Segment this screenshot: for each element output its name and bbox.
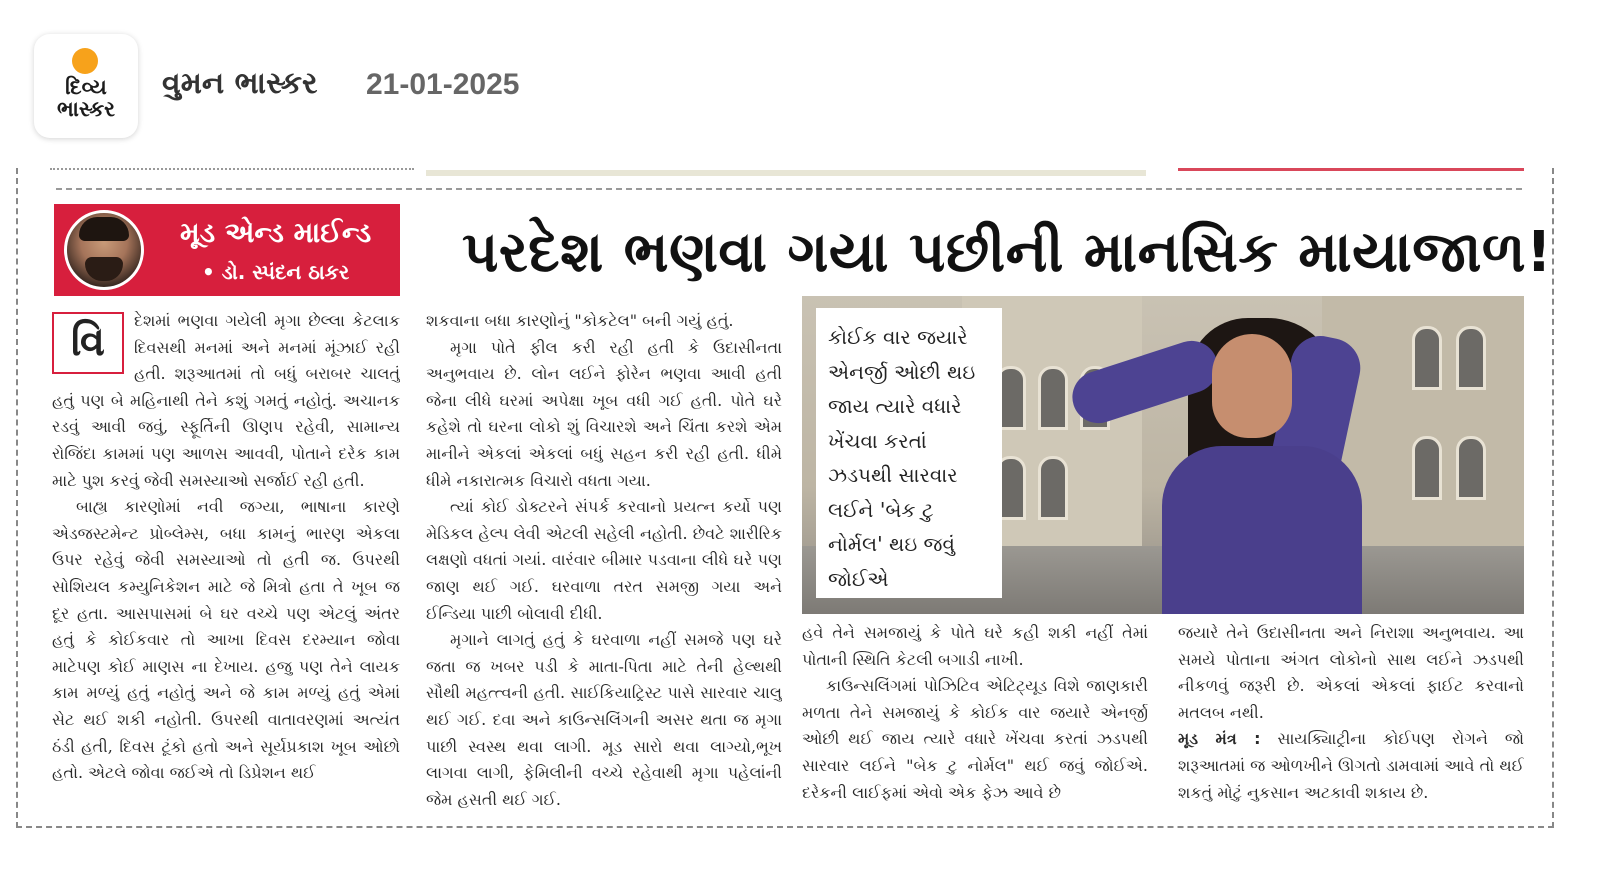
- top-divider-right: [1178, 168, 1524, 171]
- paragraph: મૃગા પોતે ફીલ કરી રહી હતી કે ઉદાસીનતા અનુભવાય છે. લોન લઈને ફોરેન ભણવા આવી હતી જેના લીધે ઘરમાં અપેક્ષા ખૂબ વધી ગઈ હતી. પોતે ઘરે કહેશે તો ઘરના લોકો શું વિચારશે અને ચિંતા કરશે એમ માનીને એકલાં એકલાં બધું સહન કરી રહી હતી. ધીમે ધીમે નકારાત્મક વિચારો વધતા ગયા.: [426, 337, 782, 490]
- article-headline: પરદેશ ભણવા ગયા પછીની માનસિક માયાજાળ!: [462, 220, 1553, 285]
- window: [1412, 326, 1442, 390]
- paragraph: હવે તેને સમજાયું કે પોતે ઘરે કહી શકી નહીં તેમાં પોતાની સ્થિતિ કેટલી બગાડી નાખી.: [802, 623, 1148, 669]
- window: [1038, 456, 1068, 520]
- divya-bhaskar-logo[interactable]: [34, 34, 138, 138]
- sun-icon: [72, 48, 98, 74]
- pull-quote: કોઈક વાર જયારે એનર્જી ઓછી થઇ જાય ત્યારે વધારે ખેંચવા કરતાં ઝડપથી સારવાર લઈને 'બેક ટુ નોર્મલ' થઇ જવું જોઈએ: [816, 308, 1002, 598]
- paragraph: શકવાના બધા કારણોનું "કોકટેલ" બની ગયું હતું.: [426, 311, 734, 330]
- top-dashed-rule: [56, 188, 1522, 190]
- article-column-2: [426, 308, 782, 828]
- author-beard: [85, 257, 123, 281]
- column-author: • ડો. સ્પંદન ઠાકર: [202, 260, 350, 284]
- mantra-text: સાયક્યિાટ્રીના કોઈપણ રોગને જો શરૂઆતમાં જ ઓળખીને ઊગતો ડામવામાં આવે તો થઈ શકતું મોટું નુકસાન અટકાવી શકાય છે.: [1178, 729, 1524, 802]
- article-column-4: [1178, 620, 1524, 820]
- window: [1456, 326, 1486, 390]
- window: [1456, 436, 1486, 500]
- woman-dress: [1162, 446, 1362, 614]
- edition-date: 21-01-2025: [366, 68, 520, 101]
- paragraph: બાહ્ય કારણોમાં નવી જગ્યા, ભાષાના કારણે એડજસ્ટમેન્ટ પ્રોબ્લેમ્સ, બધા કામનું ભારણ એકલા ઉપર રહેવું જેવી સમસ્યાઓ તો હતી જ. ઉપરથી સોશિયલ કમ્યુનિકેશન માટે જે મિત્રો હતા તે ખૂબ જ દૂર હતા. આસપાસમાં બે ઘર વચ્ચે પણ એટલું અંતર હતું કે કોઈકવાર તો આખા દિવસ દરમ્યાન જોવા માટેપણ કોઈ માણસ ના દેખાય. હજુ પણ તેને લાયક કામ મળ્યું હતું નહોતું અને જે કામ મળ્યું હતું એમાં સેટ થઈ શકી નહોતી. ઉપરથી વાતાવરણમાં અત્યંત ઠંડી હતી, દિવસ ટૂંકો હતો અને સૂર્યપ્રકાશ ખૂબ ઓછો હતો. એટલે જોવા જઈએ તો ડિપ્રેશન થઈ: [52, 497, 400, 783]
- top-divider-center: [426, 170, 1146, 176]
- woman-face: [1212, 334, 1292, 438]
- author-hair: [79, 217, 129, 241]
- paragraph: દેશમાં ભણવા ગયેલી મૃગા છેલ્લા કેટલાક દિવસથી મનમાં અને મનમાં મૂંઝાઈ રહી હતી. શરૂઆતમાં તો બધું બરાબર ચાલતું હતું પણ બે મહિનાથી તેને કશું ગમતું નહોતું. અચાનક રડવું આવી જવું, સ્ફૂર્તિની ઊણપ રહેવી, સામાન્ય રોજિંદા કામમાં પણ આળસ આવવી, પોતાને દરેક કામ માટે પુશ કરવું જેવી સમસ્યાઓ સર્જાઈ રહી હતી.: [52, 311, 400, 490]
- paragraph: મૃગાને લાગતું હતું કે ઘરવાળા નહીં સમજે પણ ઘરે જતા જ ખબર પડી કે માતા-પિતા માટે તેની હેલ્થથી સૌથી મહત્ત્વની હતી. સાઈકિયાટ્રિસ્ટ પાસે સારવાર ચાલુ થઈ ગઈ. દવા અને કાઉન્સલિંગની અસર થતા જ મૃગા પાછી સ્વસ્થ થવા લાગી. મૂડ સારો થવા લાગ્યો,ભૂખ લાગવા લાગી, ફેમિલીની વચ્ચે રહેવાથી મૃગા પહેલાંની જેમ હસતી થઈ ગઈ.: [426, 630, 782, 809]
- drop-cap: વિ: [52, 312, 124, 374]
- newspaper-clipping: [16, 168, 1554, 828]
- section-title: વુમન ભાસ્કર: [162, 66, 318, 101]
- app-header: [0, 0, 1600, 140]
- article-column-1: [52, 308, 400, 828]
- article-column-3: [802, 620, 1148, 820]
- window: [1038, 366, 1068, 430]
- logo-text-line1: દિવ્ય: [65, 75, 107, 99]
- article-photo: [802, 296, 1524, 614]
- column-banner: [54, 204, 400, 296]
- top-divider-left: [50, 168, 414, 174]
- mantra-label: મૂડ મંત્ર :: [1178, 729, 1261, 749]
- paragraph: જયારે તેને ઉદાસીનતા અને નિરાશા અનુભવાય. આ સમયે પોતાના અંગત લોકોનો સાથ લઈને ઝડપથી નીકળવું જરૂરી છે. એકલાં એકલાં ફાઈટ કરવાનો મતલબ નથી.: [1178, 623, 1524, 722]
- column-name: મૂડ એન્ડ માઈન્ડ: [180, 216, 372, 249]
- author-photo: [64, 210, 144, 290]
- mantra-paragraph: [1178, 726, 1524, 806]
- paragraph: ત્યાં કોઈ ડોક્ટરને સંપર્ક કરવાનો પ્રયત્ન કર્યો પણ મેડિકલ હેલ્પ લેવી એટલી સહેલી નહોતી. છેવટે શારીરિક લક્ષણો વધતાં ગયાં. વારંવાર બીમાર પડવાના લીધે ઘરે પણ જાણ થઈ ગઈ. ઘરવાળા તરત સમજી ગયા અને ઈન્ડિયા પાછી બોલાવી દીધી.: [426, 497, 782, 623]
- window: [1412, 436, 1442, 500]
- logo-text-line2: ભાસ્કર: [56, 97, 116, 121]
- paragraph: કાઉન્સલિંગમાં પોઝિટિવ એટિટ્યૂડ વિશે જાણકારી મળતા તેને સમજાયું કે કોઈક વાર જયારે એનર્જી ઓછી થઈ જાય ત્યારે વધારે ખેંચવા કરતાં ઝડપથી સારવાર લઈને "બેક ટુ નોર્મલ" થઈ જવું જોઈએ. દરેકની લાઈફમાં એવો એક ફેઝ આવે છે: [802, 676, 1148, 802]
